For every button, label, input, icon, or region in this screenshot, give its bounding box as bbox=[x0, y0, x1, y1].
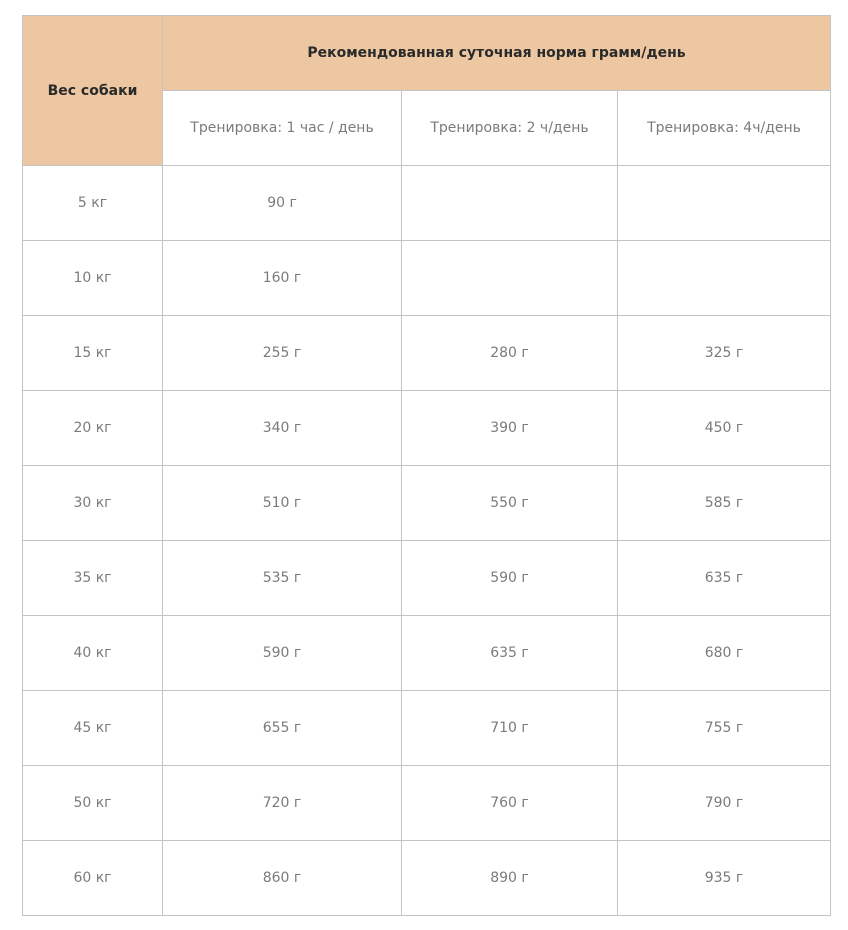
weight-cell: 50 кг bbox=[23, 766, 163, 841]
training-1h-cell: 160 г bbox=[163, 241, 402, 316]
training-4h-cell: 585 г bbox=[618, 466, 831, 541]
table-row bbox=[23, 316, 831, 391]
training-2h-cell: 590 г bbox=[402, 541, 618, 616]
training-2h-cell: 635 г bbox=[402, 616, 618, 691]
training-2h-cell bbox=[402, 166, 618, 241]
training-2h-cell: 390 г bbox=[402, 391, 618, 466]
weight-cell: 35 кг bbox=[23, 541, 163, 616]
weight-cell: 10 кг bbox=[23, 241, 163, 316]
training-1h-cell: 535 г bbox=[163, 541, 402, 616]
training-1h-cell: 590 г bbox=[163, 616, 402, 691]
weight-cell: 45 кг bbox=[23, 691, 163, 766]
training-4h-cell: 755 г bbox=[618, 691, 831, 766]
table-row bbox=[23, 616, 831, 691]
training-1h-header: Тренировка: 1 час / день bbox=[163, 91, 402, 166]
weight-cell: 20 кг bbox=[23, 391, 163, 466]
table-row bbox=[23, 466, 831, 541]
training-4h-header: Тренировка: 4ч/день bbox=[618, 91, 831, 166]
training-1h-cell: 510 г bbox=[163, 466, 402, 541]
training-2h-cell: 760 г bbox=[402, 766, 618, 841]
training-2h-cell: 280 г bbox=[402, 316, 618, 391]
training-2h-cell: 550 г bbox=[402, 466, 618, 541]
weight-cell: 15 кг bbox=[23, 316, 163, 391]
training-4h-cell: 680 г bbox=[618, 616, 831, 691]
table-row bbox=[23, 391, 831, 466]
training-1h-cell: 340 г bbox=[163, 391, 402, 466]
training-2h-cell: 890 г bbox=[402, 841, 618, 916]
training-4h-cell bbox=[618, 166, 831, 241]
training-2h-header: Тренировка: 2 ч/день bbox=[402, 91, 618, 166]
weight-cell: 5 кг bbox=[23, 166, 163, 241]
weight-cell: 40 кг bbox=[23, 616, 163, 691]
training-1h-cell: 720 г bbox=[163, 766, 402, 841]
weight-cell: 60 кг bbox=[23, 841, 163, 916]
table-row bbox=[23, 166, 831, 241]
table-header bbox=[23, 16, 831, 166]
training-2h-cell bbox=[402, 241, 618, 316]
daily-norm-header: Рекомендованная суточная норма грамм/день bbox=[163, 16, 831, 91]
training-4h-cell: 935 г bbox=[618, 841, 831, 916]
feeding-norm-table bbox=[22, 15, 831, 916]
training-4h-cell: 450 г bbox=[618, 391, 831, 466]
training-4h-cell: 635 г bbox=[618, 541, 831, 616]
weight-cell: 30 кг bbox=[23, 466, 163, 541]
training-1h-cell: 655 г bbox=[163, 691, 402, 766]
table-row bbox=[23, 841, 831, 916]
training-2h-cell: 710 г bbox=[402, 691, 618, 766]
training-4h-cell: 325 г bbox=[618, 316, 831, 391]
table-row bbox=[23, 241, 831, 316]
weight-column-header: Вес собаки bbox=[23, 16, 163, 166]
training-1h-cell: 90 г bbox=[163, 166, 402, 241]
training-4h-cell bbox=[618, 241, 831, 316]
table-body bbox=[23, 166, 831, 916]
table-row bbox=[23, 691, 831, 766]
table-row bbox=[23, 766, 831, 841]
training-1h-cell: 255 г bbox=[163, 316, 402, 391]
training-1h-cell: 860 г bbox=[163, 841, 402, 916]
table-row bbox=[23, 541, 831, 616]
training-4h-cell: 790 г bbox=[618, 766, 831, 841]
